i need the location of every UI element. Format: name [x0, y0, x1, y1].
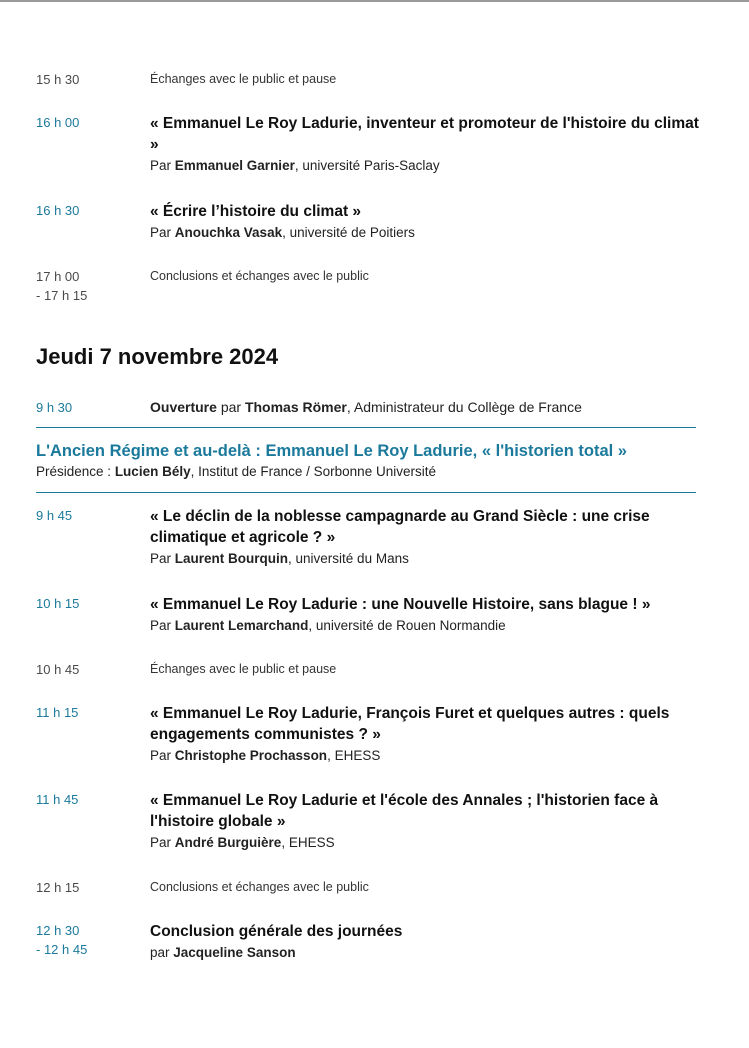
- session-divider-bottom: [36, 492, 696, 493]
- talk-speaker-line: [150, 549, 710, 569]
- talk-title: « Emmanuel Le Roy Ladurie, François Furet et quelques autres : quels engagements communistes ? »: [150, 705, 670, 743]
- item-time: 11 h 45: [36, 792, 79, 807]
- talk-speaker-line: [150, 746, 710, 766]
- item-time: 10 h 15: [36, 596, 80, 611]
- speaker-name: Christophe Prochasson: [174, 748, 328, 763]
- speaker-affiliation: , université du Mans: [288, 551, 409, 566]
- by-prefix: Par: [150, 835, 172, 850]
- speaker-affiliation: , EHESS: [281, 835, 335, 850]
- speaker-affiliation: , université de Poitiers: [282, 225, 415, 240]
- item-text: Échanges avec le public et pause: [150, 662, 337, 676]
- talk-title: Conclusion générale des journées: [150, 923, 403, 940]
- item-text: Conclusions et échanges avec le public: [150, 880, 369, 894]
- day-heading: Jeudi 7 novembre 2024: [36, 344, 279, 369]
- talk-title: « Emmanuel Le Roy Ladurie, inventeur et promoteur de l'histoire du climat »: [150, 115, 699, 153]
- speaker-name: André Burguière: [174, 835, 282, 850]
- president-name: Lucien Bély: [114, 464, 191, 479]
- presidence-prefix: Présidence :: [36, 464, 112, 479]
- time-end: - 17 h 15: [36, 288, 88, 303]
- opening-line: [150, 398, 710, 417]
- talk-speaker-line: [150, 156, 710, 176]
- item-time: 15 h 30: [36, 72, 80, 87]
- item-time: [36, 921, 146, 959]
- session-divider-top: [36, 427, 696, 428]
- item-time: 16 h 00: [36, 115, 80, 130]
- talk-title: « Emmanuel Le Roy Ladurie et l'école des Annales ; l'historien face à l'histoire globale »: [150, 792, 659, 830]
- talk-title: « Écrire l’histoire du climat »: [150, 203, 362, 220]
- time-start: 17 h 00: [36, 269, 80, 284]
- item-time: 10 h 45: [36, 662, 80, 677]
- speaker-name: Laurent Lemarchand: [174, 618, 309, 633]
- speaker-affiliation: , université de Rouen Normandie: [308, 618, 506, 633]
- speaker-name: Laurent Bourquin: [174, 551, 289, 566]
- speaker-affiliation: , université Paris-Saclay: [294, 158, 440, 173]
- top-rule: [0, 0, 749, 2]
- session-header: [36, 440, 716, 482]
- item-time: 16 h 30: [36, 203, 80, 218]
- item-time: 11 h 15: [36, 705, 79, 720]
- by-prefix: Par: [150, 225, 172, 240]
- speaker-name: Anouchka Vasak: [174, 225, 283, 240]
- by-prefix: Par: [150, 748, 172, 763]
- speaker-name: Thomas Römer: [244, 399, 347, 415]
- talk-speaker-line: [150, 833, 710, 853]
- item-time: [36, 267, 146, 305]
- speaker-affiliation: , Administrateur du Collège de France: [346, 399, 582, 415]
- opening-title: Ouverture: [150, 399, 217, 415]
- time-start: 12 h 30: [36, 923, 80, 938]
- by-prefix: par: [220, 399, 242, 415]
- item-time: 12 h 15: [36, 880, 80, 895]
- talk-title: « Le déclin de la noblesse campagnarde au Grand Siècle : une crise climatique et agricole ? »: [150, 508, 650, 546]
- talk-speaker-line: [150, 943, 710, 963]
- session-title: L'Ancien Régime et au-delà : Emmanuel Le Roy Ladurie, « l'historien total »: [36, 442, 627, 460]
- by-prefix: Par: [150, 551, 172, 566]
- item-text: Conclusions et échanges avec le public: [150, 269, 369, 283]
- talk-speaker-line: [150, 223, 710, 243]
- time-end: - 12 h 45: [36, 942, 88, 957]
- by-prefix: par: [150, 945, 170, 960]
- session-presidence: [36, 462, 716, 482]
- by-prefix: Par: [150, 158, 172, 173]
- speaker-name: Emmanuel Garnier: [174, 158, 295, 173]
- talk-title: « Emmanuel Le Roy Ladurie : une Nouvelle Histoire, sans blague ! »: [150, 596, 651, 613]
- by-prefix: Par: [150, 618, 172, 633]
- speaker-affiliation: , EHESS: [327, 748, 381, 763]
- president-affiliation: , Institut de France / Sorbonne Université: [190, 464, 436, 479]
- item-time: 9 h 30: [36, 400, 73, 415]
- speaker-name: Jacqueline Sanson: [173, 945, 296, 960]
- item-time: 9 h 45: [36, 508, 73, 523]
- talk-speaker-line: [150, 616, 710, 636]
- item-text: Échanges avec le public et pause: [150, 72, 337, 86]
